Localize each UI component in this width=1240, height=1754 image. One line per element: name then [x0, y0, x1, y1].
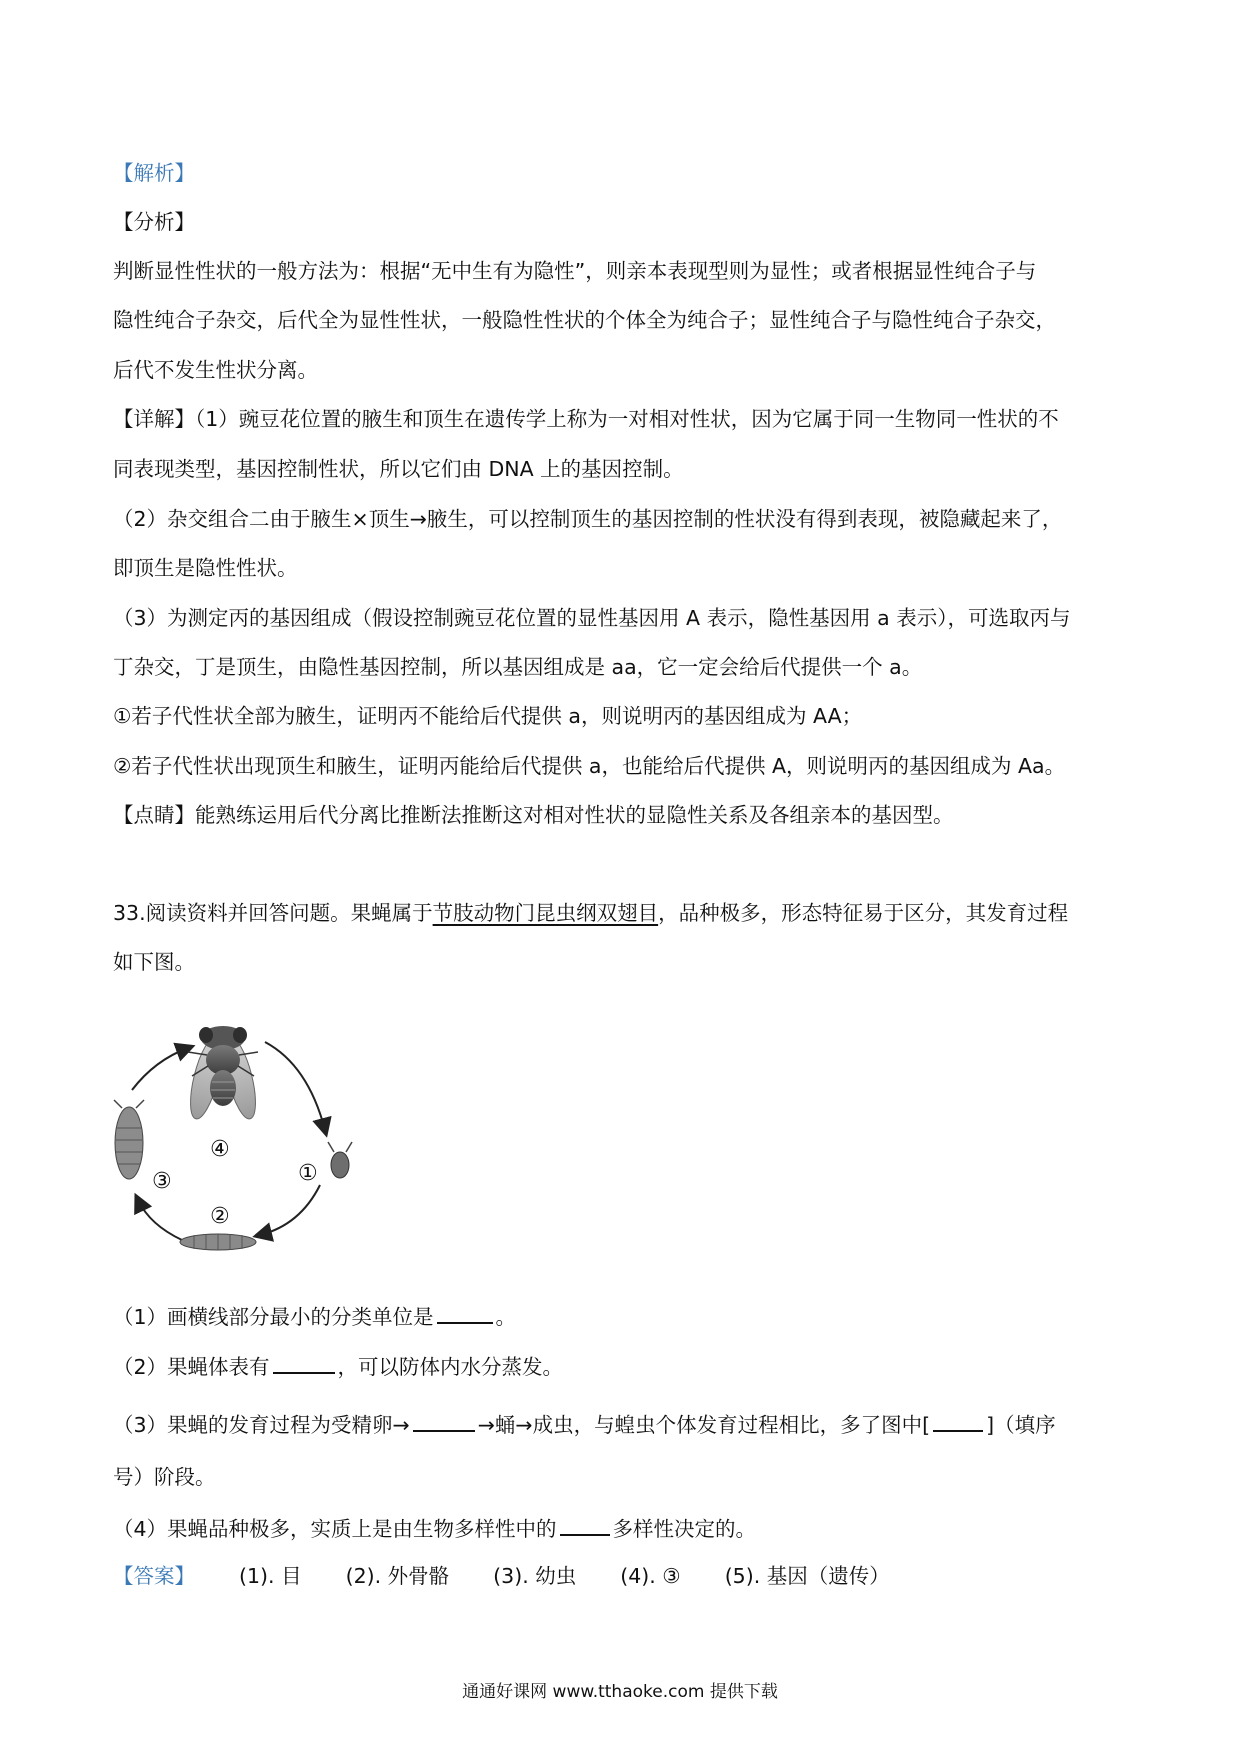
xiangjie-line-5: （3）为测定丙的基因组成（假设控制豌豆花位置的显性基因用 A 表示，隐性基因用 a 表示），可选取丙与: [113, 606, 1071, 630]
arrow-pupa-to-adult: [132, 1048, 188, 1090]
answer-item-3: (3). 幼虫: [493, 1564, 577, 1588]
sub-question-3-line-2: 号）阶段。: [113, 1465, 216, 1489]
answer-tag: 【答案】: [113, 1564, 195, 1588]
answer-blank-1: [437, 1304, 493, 1324]
adult-fly-image: [184, 1026, 262, 1122]
arrow-egg-to-larva: [260, 1185, 320, 1235]
xiangjie-line-1: 【详解】（1）豌豆花位置的腋生和顶生在遗传学上称为一对相对性状，因为它属于同一生物同一性状的不: [113, 407, 1059, 431]
answer-item-5: (5). 基因（遗传）: [724, 1564, 890, 1588]
fruit-fly-life-cycle-diagram: [110, 1010, 370, 1270]
sub-question-4: （4）果蝇品种极多，实质上是由生物多样性中的 多样性决定的。: [113, 1517, 757, 1541]
question-intro-line-1: 33.阅读资料并回答问题。果蝇属于节肢动物门昆虫纲双翅目，品种极多，形态特征易于区分，其发育过程: [113, 901, 1069, 925]
stage-label-3: ③: [152, 1169, 172, 1194]
answer-line: [113, 1566, 890, 1587]
stage-label-4: ④: [210, 1137, 230, 1162]
stage-label-1: ①: [298, 1161, 318, 1186]
sub-question-2: （2）果蝇体表有 ，可以防体内水分蒸发。: [113, 1355, 564, 1379]
dianjing-line: 【点睛】能熟练运用后代分离比推断法推断这对相对性状的显隐性关系及各组亲本的基因型。: [113, 803, 954, 827]
sub-question-1: （1）画横线部分最小的分类单位是 。: [113, 1305, 517, 1329]
underlined-classification: 节肢动物门昆虫纲双翅目: [432, 901, 659, 925]
arrow-adult-to-egg: [265, 1042, 325, 1130]
fenxi-line-1: 判断显性性状的一般方法为：根据“无中生有为隐性”，则亲本表现型则为显性；或者根据显性纯合子与: [113, 259, 1037, 283]
answer-blank-3: [413, 1412, 475, 1432]
xiangjie-line-2: 同表现类型，基因控制性状，所以它们由 DNA 上的基因控制。: [113, 457, 684, 481]
page-footer: 通通好课网 www.tthaoke.com 提供下载: [462, 1682, 778, 1702]
egg-image: [328, 1142, 352, 1178]
xiangjie-tag: 【详解】: [113, 407, 195, 431]
larva-image: [180, 1234, 256, 1250]
answer-item-2: (2). 外骨骼: [345, 1564, 450, 1588]
xiangjie-line-3: （2）杂交组合二由于腋生×顶生→腋生，可以控制顶生的基因控制的性状没有得到表现，被隐藏起来了，: [113, 507, 1063, 531]
sub-question-3: （3）果蝇的发育过程为受精卵→ →蛹→成虫，与蝗虫个体发育过程相比，多了图中[ ]（填序: [113, 1413, 1056, 1437]
stage-label-2: ②: [210, 1204, 230, 1229]
answer-blank-4: [933, 1412, 983, 1432]
answer-blank-5: [560, 1516, 610, 1536]
xiangjie-line-4: 即顶生是隐性性状。: [113, 556, 298, 580]
fenxi-tag: 【分析】: [113, 210, 195, 234]
answer-item-4: (4). ③: [620, 1564, 681, 1588]
question-intro-line-2: 如下图。: [113, 950, 195, 974]
arrow-larva-to-pupa: [138, 1200, 182, 1240]
xiangjie-line-6: 丁杂交，丁是顶生，由隐性基因控制，所以基因组成是 aa，它一定会给后代提供一个 a。: [113, 655, 923, 679]
answer-blank-2: [273, 1354, 335, 1374]
xiangjie-line-7: ①若子代性状全部为腋生，证明丙不能给后代提供 a，则说明丙的基因组成为 AA；: [113, 704, 863, 728]
dianjing-tag: 【点睛】: [113, 803, 195, 827]
pupa-image: [114, 1100, 144, 1179]
fenxi-line-3: 后代不发生性状分离。: [113, 358, 318, 382]
answer-item-1: (1). 目: [239, 1564, 302, 1588]
xiangjie-line-8: ②若子代性状出现顶生和腋生，证明丙能给后代提供 a，也能给后代提供 A，则说明丙的基因组成为 Aa。: [113, 754, 1066, 778]
analysis-tag: 【解析】: [113, 161, 195, 185]
fenxi-line-2: 隐性纯合子杂交，后代全为显性性状，一般隐性性状的个体全为纯合子；显性纯合子与隐性纯合子杂交，: [113, 308, 1056, 332]
